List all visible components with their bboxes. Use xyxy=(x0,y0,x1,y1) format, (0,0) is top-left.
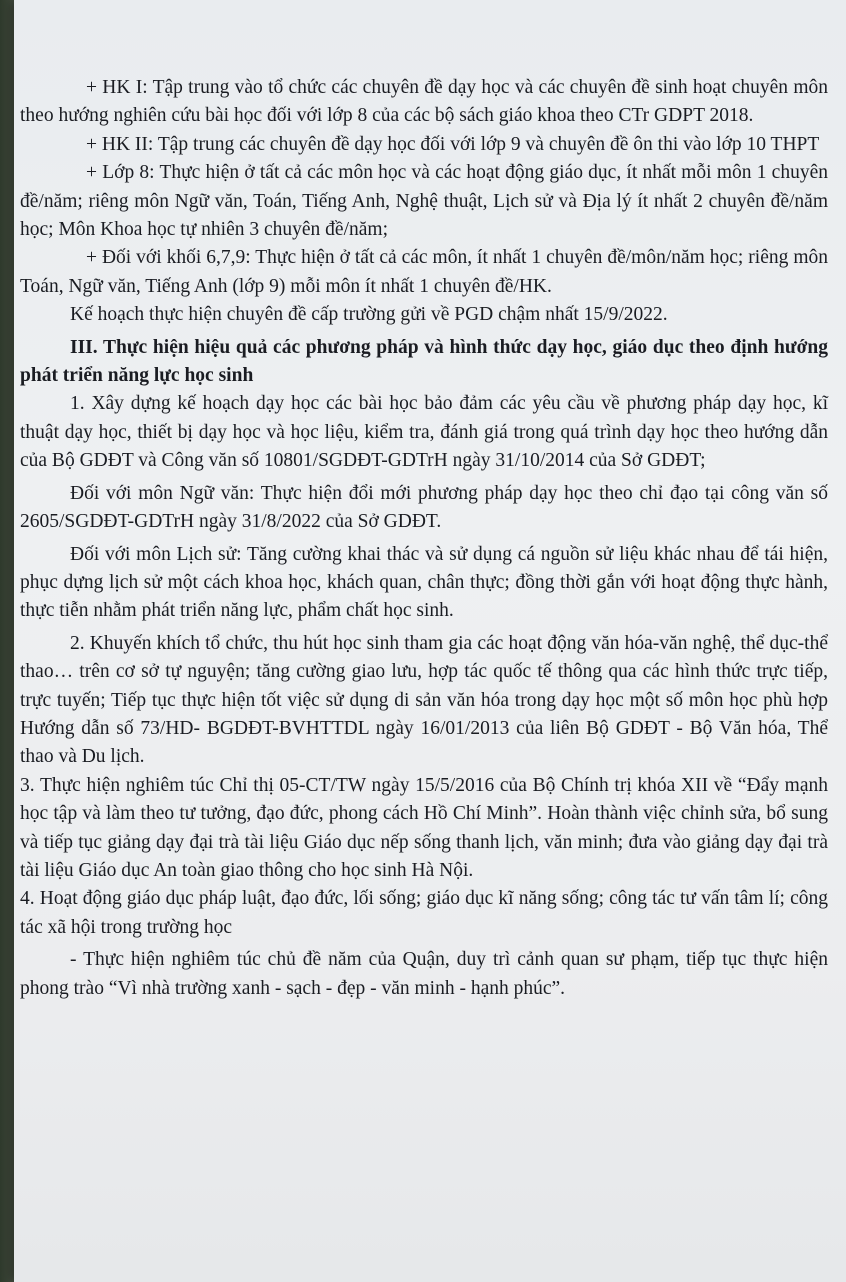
section-heading-iii: III. Thực hiện hiệu quả các phương pháp và hình thức dạy học, giáo dục theo định hướng phát triển năng lực học sinh xyxy=(20,336,828,387)
paragraph-plan-deadline: Kế hoạch thực hiện chuyên đề cấp trường gửi về PGD chậm nhất 15/9/2022. xyxy=(70,304,668,326)
paragraph-item-4: 4. Hoạt động giáo dục pháp luật, đạo đức, lối sống; giáo dục kĩ năng sống; công tác tư vấn tâm lí; công tác xã hội trong trường học xyxy=(20,888,828,938)
paragraph-hk1: + HK I: Tập trung vào tổ chức các chuyên đề dạy học và các chuyên đề sinh hoạt chuyên môn theo hướng nghiên cứu bài học đối với lớp 8 của các bộ sách giáo khoa theo CTr GDPT 2018. xyxy=(20,77,828,127)
document-body xyxy=(20,74,828,1003)
paragraph-grades-679: + Đối với khối 6,7,9: Thực hiện ở tất cả các môn, ít nhất 1 chuyên đề/môn/năm học; riêng môn Toán, Ngữ văn, Tiếng Anh (lớp 9) mỗi môn ít nhất 1 chuyên đề/HK. xyxy=(20,247,828,297)
paragraph-item-4-detail: - Thực hiện nghiêm túc chủ đề năm của Quận, duy trì cảnh quan sư phạm, tiếp tục thực hiện phong trào “Vì nhà trường xanh - sạch - đẹp - văn minh - hạnh phúc”. xyxy=(20,949,828,999)
paragraph-item-2: 2. Khuyến khích tổ chức, thu hút học sinh tham gia các hoạt động văn hóa-văn nghệ, thể dục-thể thao… trên cơ sở tự nguyện; tăng cường giao lưu, hợp tác quốc tế thông qua các hình thức trực tiếp, trực tuyến; Tiếp tục thực hiện tốt việc sử dụng di sản văn hóa trong dạy học một số môn học phù hợp Hướng dẫn số 73/HD- BGDĐT-BVHTTDL ngày 16/01/2013 của liên Bộ GDĐT - Bộ Văn hóa, Thể thao và Du lịch. xyxy=(20,632,828,768)
paragraph-history: Đối với môn Lịch sử: Tăng cường khai thác và sử dụng cá nguồn sử liệu khác nhau để tái hiện, phục dựng lịch sử một cách khoa học, khách quan, chân thực; đồng thời gắn với hoạt động thực hành, thực tiễn nhằm phát triển năng lực, phẩm chất học sinh. xyxy=(20,543,828,622)
paragraph-grade8: + Lớp 8: Thực hiện ở tất cả các môn học và các hoạt động giáo dục, ít nhất mỗi môn 1 chuyên đề/năm; riêng môn Ngữ văn, Toán, Tiếng Anh, Nghệ thuật, Lịch sử và Địa lý ít nhất 2 chuyên đề/năm học; Môn Khoa học tự nhiên 3 chuyên đề/năm; xyxy=(20,162,828,241)
document-page xyxy=(14,0,846,1282)
paragraph-hk2: + HK II: Tập trung các chuyên đề dạy học đối với lớp 9 và chuyên đề ôn thi vào lớp 10 THPT xyxy=(86,133,820,155)
paragraph-item-1: 1. Xây dựng kế hoạch dạy học các bài học bảo đảm các yêu cầu về phương pháp dạy học, kĩ thuật dạy học, thiết bị dạy học và học liệu, kiểm tra, đánh giá trong quá trình dạy học theo hướng dẫn của Bộ GDĐT và Công văn số 10801/SGDĐT-GDTrH ngày 31/10/2014 của Sở GDĐT; xyxy=(20,393,828,472)
paragraph-literature: Đối với môn Ngữ văn: Thực hiện đổi mới phương pháp dạy học theo chỉ đạo tại công văn số 2605/SGDĐT-GDTrH ngày 31/8/2022 của Sở GDĐT. xyxy=(20,482,828,533)
paragraph-item-3: 3. Thực hiện nghiêm túc Chỉ thị 05-CT/TW ngày 15/5/2016 của Bộ Chính trị khóa XII về “Đẩy mạnh học tập và làm theo tư tưởng, đạo đức, phong cách Hồ Chí Minh”. Hoàn thành việc chỉnh sửa, bổ sung và tiếp tục giảng dạy đại trà tài liệu Giáo dục nếp sống thanh lịch, văn minh; đưa vào giảng dạy đại trà tài liệu Giáo dục An toàn giao thông cho học sinh Hà Nội. xyxy=(20,774,828,881)
